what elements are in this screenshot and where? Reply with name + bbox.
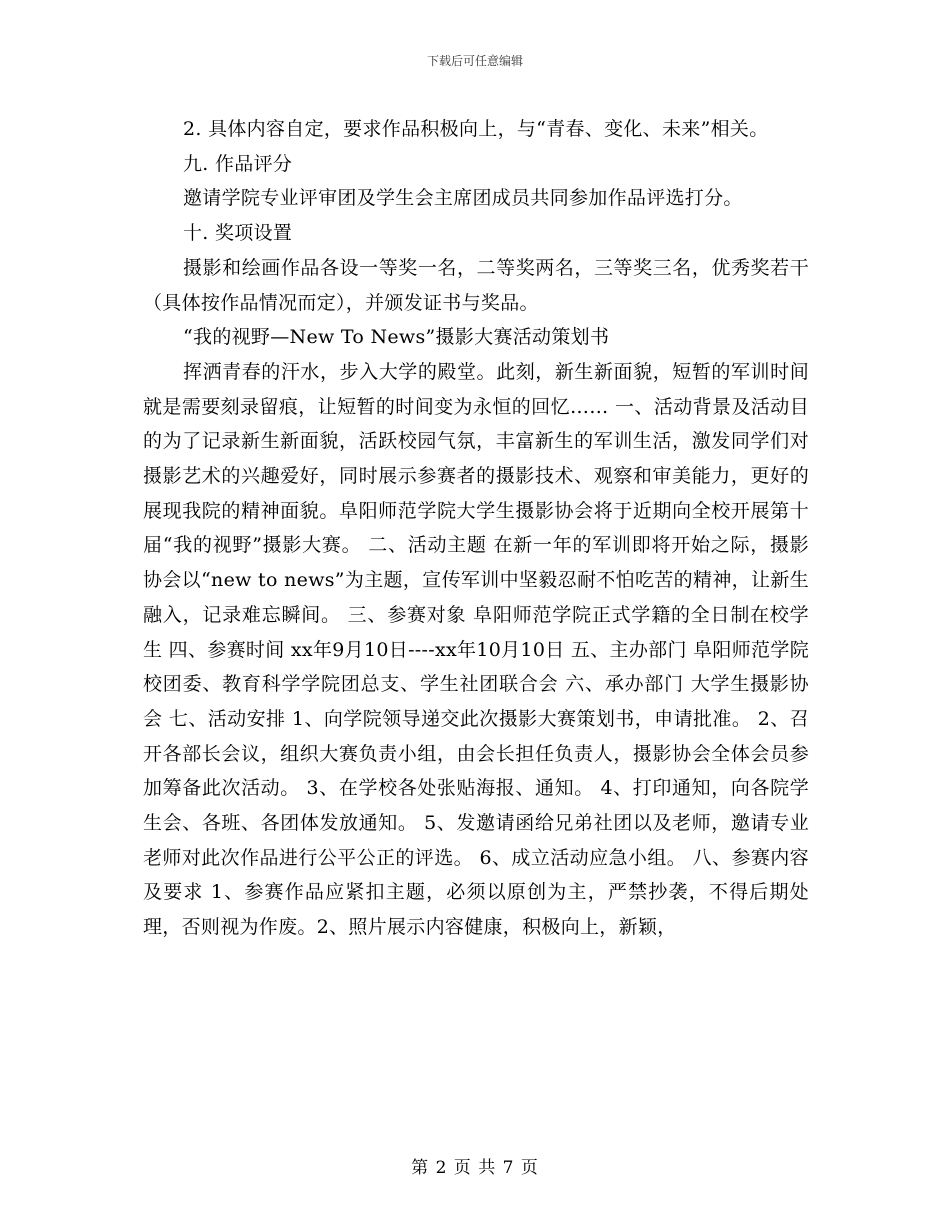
plan-title: “我的视野—New To News”摄影大赛活动策划书 [183,326,610,349]
page-number: 第 2 页 共 7 页 [411,1158,539,1178]
section-heading-awards: 十. 奖项设置 [183,222,293,245]
paragraph-item-2: 2. 具体内容自定，要求作品积极向上，与“青春、变化、未来”相关。 [183,118,769,140]
page-header: 下载后可任意编辑 [426,54,523,68]
section-heading-scoring: 九. 作品评分 [183,152,293,175]
paragraph-awards: 摄影和绘画作品各设一等奖一名，二等奖两名，三等奖三名，优秀奖若干（具体按作品情况而定），并颁发证书与奖品。 [143,256,809,314]
document-body [143,112,809,945]
paragraph-scoring: 邀请学院专业评审团及学生会主席团成员共同参加作品评选打分。 [183,187,743,210]
paragraph-plan-body: 挥洒青春的汗水，步入大学的殿堂。此刻，新生新面貌，短暂的军训时间就是需要刻录留痕，让短暂的时间变为永恒的回忆…… 一、活动背景及活动目的为了记录新生新面貌，活跃校园气氛，丰富新生的军训生活，激发同学们对摄影艺术的兴趣爱好，同时展示参赛者的摄影技术、观察和审美能力，更好的展现我院的精神面貌。阜阳师范学院大学生摄影协会将于近期向全校开展第十届“我的视野”摄影大赛。 二、活动主题 在新一年的军训即将开始之际，摄影协会以“new to news”为主题，宣传军训中坚毅忍耐不怕吃苦的精神，让新生融入，记录难忘瞬间。 三、参赛对象 阜阳师范学院正式学籍的全日制在校学生 四、参赛时间 xx年9月10日----xx年10月10日 五、主办部门 阜阳师范学院校团委、教育科学学院团总支、学生社团联合会 六、承办部门 大学生摄影协会 七、活动安排 1、向学院领导递交此次摄影大赛策划书，申请批准。 2、召开各部长会议，组织大赛负责小组，由会长担任负责人，摄影协会全体会员参加筹备此次活动。 3、在学校各处张贴海报、通知。 4、打印通知，向各院学生会、各班、各团体发放通知。 5、发邀请函给兄弟社团以及老师，邀请专业老师对此次作品进行公平公正的评选。 6、成立活动应急小组。 八、参赛内容及要求 1、参赛作品应紧扣主题，必须以原创为主，严禁抄袭，不得后期处理，否则视为作废。2、照片展示内容健康，积极向上，新颖， [143,360,809,939]
